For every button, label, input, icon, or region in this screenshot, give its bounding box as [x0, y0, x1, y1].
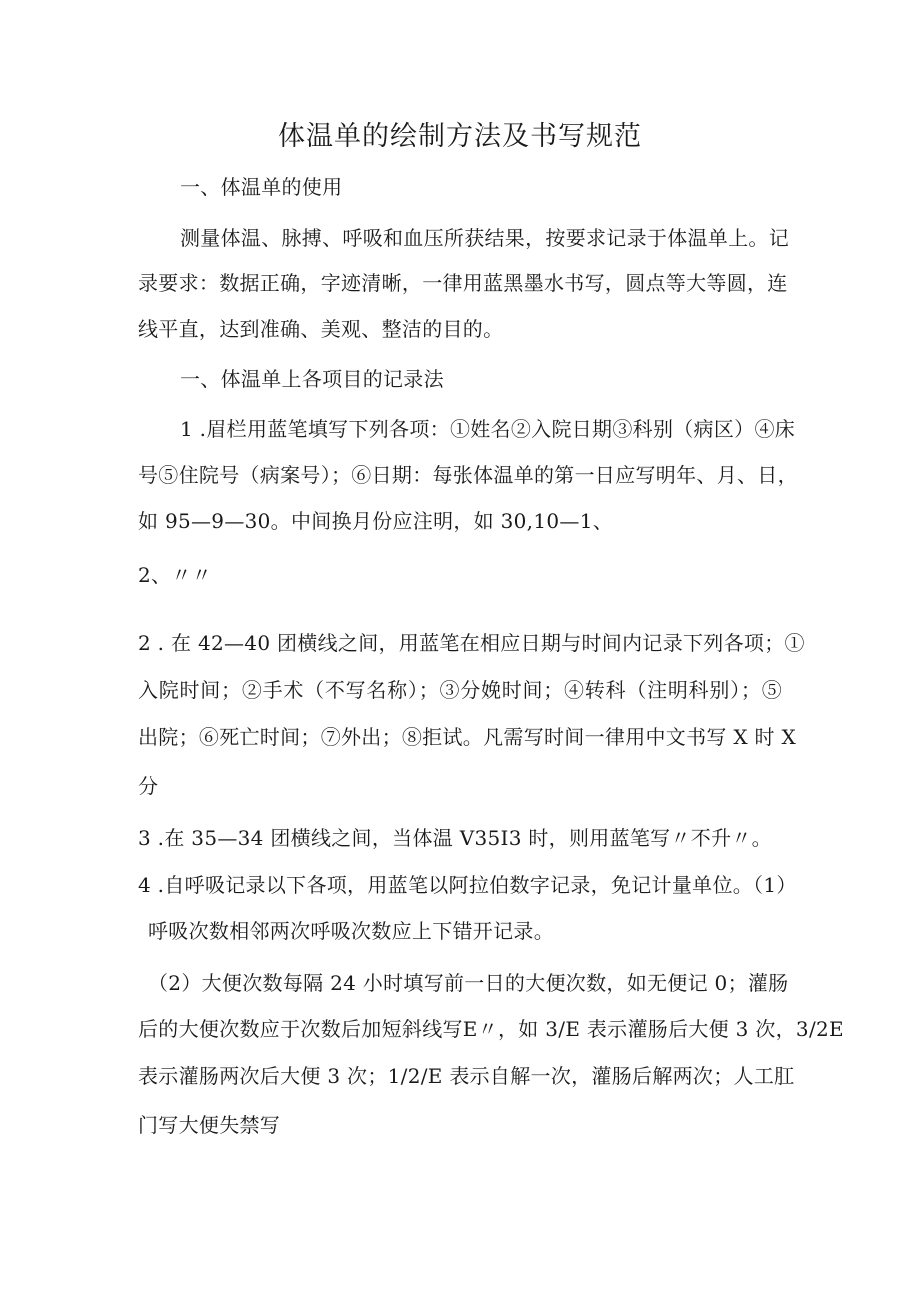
- paragraph-line: 门写大便失禁写: [138, 1113, 281, 1137]
- paragraph-line: 线平直，达到准确、美观、整洁的目的。: [138, 317, 504, 341]
- paragraph-line: 4 .自呼吸记录以下各项，用蓝笔以阿拉伯数字记录，免记计量单位。（1）: [138, 873, 797, 897]
- paragraph-line: 3 .在 35—34 团横线之间，当体温 V35I3 时，则用蓝笔写〃不升〃。: [138, 826, 772, 850]
- paragraph-line: 测量体温、脉搏、呼吸和血压所获结果，按要求记录于体温单上。记: [180, 226, 789, 250]
- paragraph-line: 2 . 在 42—40 团横线之间，用蓝笔在相应日期与时间内记录下列各项；①: [138, 631, 805, 655]
- paragraph-line: 2、〃〃: [138, 563, 212, 587]
- paragraph-line: （2）大便次数每隔 24 小时填写前一日的大便次数，如无便记 0；灌肠: [148, 971, 789, 995]
- paragraph-line: 号⑤住院号（病案号）；⑥日期：每张体温单的第一日应写明年、月、日，: [138, 463, 798, 487]
- section-heading-usage: 一、体温单的使用: [180, 175, 343, 199]
- paragraph-line: 出院；⑥死亡时间；⑦外出；⑧拒试。凡需写时间一律用中文书写 X 时 X: [138, 725, 797, 749]
- paragraph-line: 入院时间；②手术（不写名称）；③分娩时间；④转科（注明科别）；⑤: [138, 678, 782, 702]
- paragraph-line: 1 .眉栏用蓝笔填写下列各项：①姓名②入院日期③科别（病区）④床: [180, 417, 796, 441]
- document-title: 体温单的绘制方法及书写规范: [278, 121, 642, 152]
- paragraph-line: 表示灌肠两次后大便 3 次；1/2/E 表示自解一次，灌肠后解两次；人工肛: [138, 1064, 795, 1088]
- section-heading-recording: 一、体温单上各项目的记录法: [180, 367, 444, 391]
- paragraph-line: 呼吸次数相邻两次呼吸次数应上下错开记录。: [148, 919, 554, 943]
- paragraph-line: 录要求：数据正确，字迹清晰，一律用蓝黑墨水书写，圆点等大等圆，连: [138, 271, 788, 295]
- paragraph-line: 如 95—9—30。中间换月份应注明，如 30,10—1、: [138, 509, 614, 533]
- paragraph-line: 后的大便次数应于次数后加短斜线写E〃，如 3/E 表示灌肠后大便 3 次，3/2E: [138, 1017, 844, 1041]
- paragraph-line: 分: [138, 774, 159, 798]
